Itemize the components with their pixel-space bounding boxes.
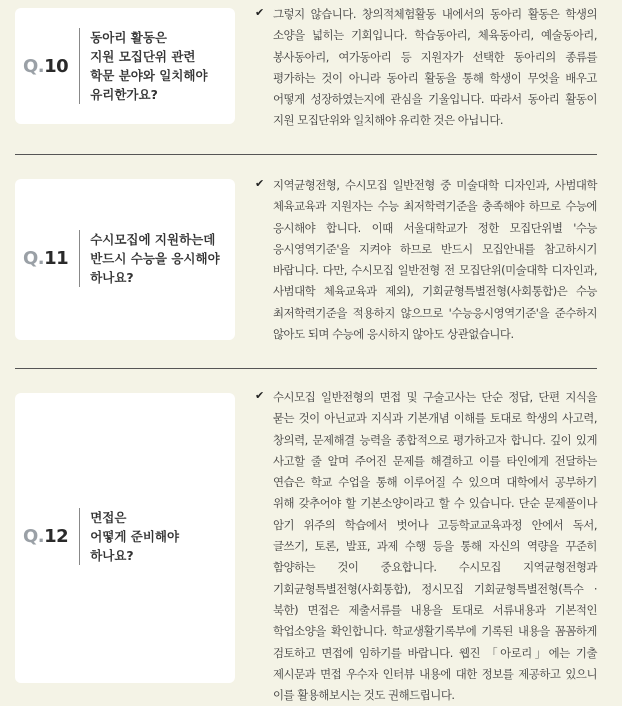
- answer: [255, 387, 597, 706]
- checkmark-icon: ✔: [255, 389, 265, 402]
- answer: [255, 4, 597, 132]
- question-label: [23, 230, 220, 287]
- question-number: Q.11: [23, 248, 69, 269]
- question-divider-bar: [79, 28, 80, 104]
- question-divider-bar: [79, 508, 80, 565]
- question-card: [15, 8, 235, 124]
- question-divider-bar: [79, 230, 80, 287]
- question-text: 면접은 어떻게 준비해야 하나요?: [90, 510, 180, 563]
- question-label: [23, 28, 208, 104]
- answer-text: 그렇지 않습니다. 창의적체험활동 내에서의 동아리 활동은 학생의 소양을 넓히는 기회입니다. 학습동아리, 체육동아리, 예술동아리, 봉사동아리, 여가동아리 등 지원자가 선택한 동아리의 종류를 평가하는 것이 아니라 동아리 활동을 통해 학생이 무엇을 배우고 어떻게 성장하였는지에 관심을 기울입니다. 따라서 동아리 활동이 지원 모집단위와 일치해야 유리한 것은 아닙니다.: [273, 7, 597, 128]
- question-text: 동아리 활동은 지원 모집단위 관련 학문 분야와 일치해야 유리한가요?: [90, 30, 208, 102]
- question-text: 수시모집에 지원하는데 반드시 수능을 응시해야 하나요?: [90, 232, 220, 285]
- checkmark-icon: ✔: [255, 177, 265, 190]
- question-card: [15, 179, 235, 340]
- question-label: [23, 508, 179, 565]
- answer-text: 지역균형전형, 수시모집 일반전형 중 미술대학 디자인과, 사범대학 체육교육과 지원자는 수능 최저학력기준을 충족해야 하므로 수능에 응시해야 합니다. 이때 서울대학교가 정한 모집단위별 '수능 응시영역기준'을 지켜야 하므로 반드시 모집안내를 참고하시기 바랍니다. 다만, 수시모집 일반전형 전 모집단위(미술대학 디자인과, 사범대학 체육교육과 제외), 기회균형특별전형(사회통합)은 수능 최저학력기준을 적용하지 않으므로 '수능응시영역기준'을 준수하지 않아도 되며 수능에 응시하지 않아도 상관없습니다.: [273, 178, 597, 342]
- question-card: [15, 393, 235, 683]
- answer: [255, 175, 597, 345]
- answer-text: 수시모집 일반전형의 면접 및 구술고사는 단순 정답, 단편 지식을 묻는 것이 아닌교과 지식과 기본개념 이해를 토대로 학생의 사고력, 창의력, 문제해결 능력을 종합적으로 평가하고자 합니다. 깊이 있게 사고할 줄 알며 주어진 문제를 해결하고 이를 타인에게 전달하는 연습은 학교 수업을 통해 이루어질 수 있으며 대학에서 공부하기 위해 갖추어야 할 기본소양이라고 할 수 있습니다. 단순 문제풀이나 암기 위주의 학습에서 벗어나 고등학교교육과정 안에서 독서, 글쓰기, 토론, 발표, 과제 수행 등을 통해 자신의 역량을 꾸준히 함양하는 것이 중요합니다. 수시모집 지역균형전형과 기회균형특별전형(사회통합), 정시모집 기회균형특별전형(특수 · 북한) 면접은 제출서류를 내용을 토대로 서류내용과 기본적인 학업소양을 확인합니다. 학교생활기록부에 기록된 내용을 꼼꼼하게 검토하고 면접에 임하기를 바랍니다. 웹진 「아로리」에는 기출 제시문과 면접 우수자 인터뷰 내용에 대한 정보를 제공하고 있으니 이를 활용해보시는 것도 권해드립니다.: [273, 390, 597, 703]
- question-number: Q.12: [23, 526, 69, 547]
- checkmark-icon: ✔: [255, 6, 265, 19]
- section-divider: [15, 154, 597, 155]
- question-number: Q.10: [23, 55, 69, 77]
- section-divider: [15, 368, 597, 369]
